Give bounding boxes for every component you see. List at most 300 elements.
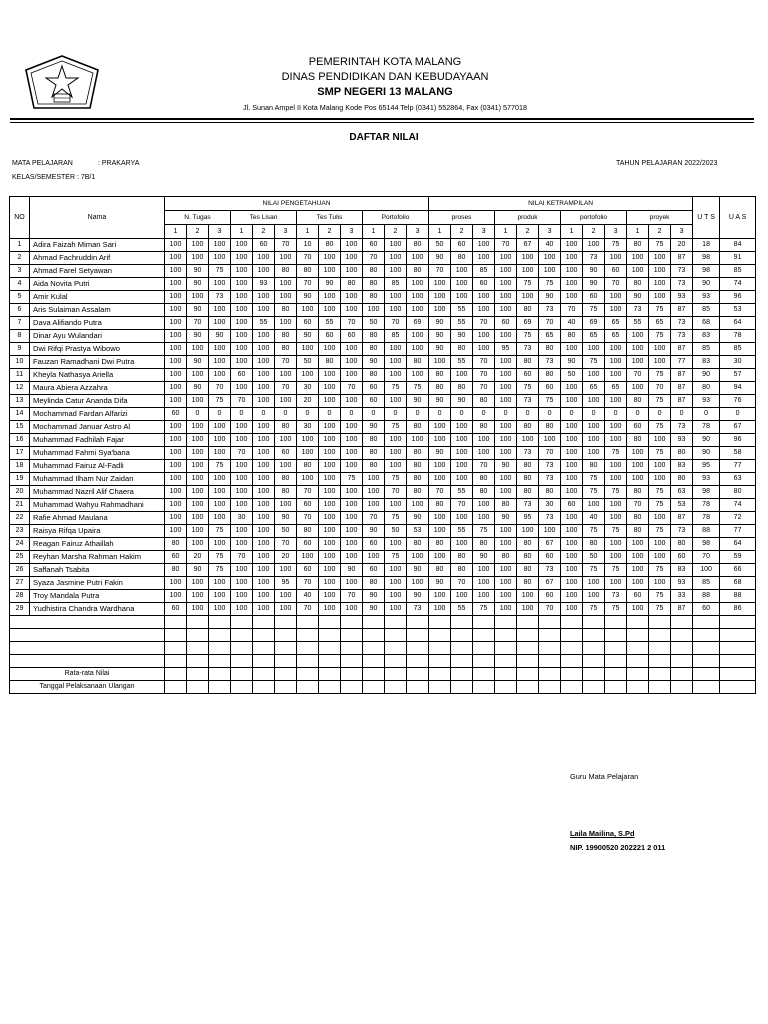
- empty-cell: [561, 642, 583, 655]
- empty-cell: [385, 642, 407, 655]
- empty-cell: [407, 655, 429, 668]
- student-row: [10, 356, 756, 369]
- score-cell: 100: [627, 460, 649, 473]
- score-cell: 80: [297, 460, 319, 473]
- knowledge-subheader: Tes Tulis: [297, 211, 363, 225]
- score-cell: 100: [231, 460, 253, 473]
- score-cell: 85: [385, 330, 407, 343]
- score-cell: 55: [627, 317, 649, 330]
- score-cell: 100: [253, 577, 275, 590]
- student-row: [10, 369, 756, 382]
- empty-cell: [627, 681, 649, 694]
- assessment-number: 2: [187, 225, 209, 239]
- score-cell: 100: [385, 369, 407, 382]
- score-cell: 73: [671, 330, 693, 343]
- student-row: [10, 499, 756, 512]
- score-cell: 70: [473, 369, 495, 382]
- score-cell: 75: [517, 278, 539, 291]
- score-cell: 100: [231, 239, 253, 252]
- uas-score: 53: [720, 304, 756, 317]
- score-cell: 20: [671, 239, 693, 252]
- score-cell: 60: [165, 551, 187, 564]
- score-cell: 0: [605, 408, 627, 421]
- score-cell: 53: [407, 525, 429, 538]
- score-cell: 75: [385, 473, 407, 486]
- score-cell: 100: [451, 369, 473, 382]
- score-cell: 87: [671, 512, 693, 525]
- empty-cell: [429, 655, 451, 668]
- score-cell: 100: [165, 369, 187, 382]
- document-title: DAFTAR NILAI: [349, 132, 419, 143]
- uts-score: 80: [693, 382, 720, 395]
- score-cell: 69: [517, 317, 539, 330]
- score-cell: 80: [473, 395, 495, 408]
- score-cell: 75: [605, 447, 627, 460]
- empty-cell: [671, 616, 693, 629]
- score-cell: 0: [451, 408, 473, 421]
- score-cell: 100: [627, 330, 649, 343]
- score-cell: 73: [671, 317, 693, 330]
- score-cell: 75: [583, 304, 605, 317]
- score-cell: 80: [165, 564, 187, 577]
- score-cell: 60: [451, 239, 473, 252]
- student-number: 25: [10, 551, 30, 564]
- score-cell: 60: [363, 382, 385, 395]
- score-cell: 100: [253, 603, 275, 616]
- score-cell: 100: [605, 551, 627, 564]
- score-cell: 100: [165, 382, 187, 395]
- score-cell: 50: [275, 525, 297, 538]
- uts-score: 88: [693, 590, 720, 603]
- score-cell: 30: [297, 421, 319, 434]
- empty-cell: [187, 668, 209, 681]
- score-cell: 100: [561, 603, 583, 616]
- score-cell: 100: [275, 395, 297, 408]
- assessment-number: 2: [319, 225, 341, 239]
- score-cell: 100: [319, 304, 341, 317]
- score-cell: 100: [341, 538, 363, 551]
- score-cell: 100: [495, 421, 517, 434]
- score-cell: 73: [517, 447, 539, 460]
- empty-cell: [385, 629, 407, 642]
- score-cell: 90: [473, 551, 495, 564]
- score-cell: 60: [539, 590, 561, 603]
- score-cell: 100: [319, 447, 341, 460]
- knowledge-subheader: Portofolio: [363, 211, 429, 225]
- empty-cell: [561, 668, 583, 681]
- score-cell: 100: [341, 356, 363, 369]
- score-cell: 100: [297, 434, 319, 447]
- uas-score: 80: [720, 486, 756, 499]
- score-cell: 60: [583, 291, 605, 304]
- student-name: Muhammad Nazril Alif Chaera: [30, 486, 165, 499]
- uas-score: 86: [720, 603, 756, 616]
- empty-cell: [583, 668, 605, 681]
- score-cell: 67: [539, 577, 561, 590]
- score-cell: 55: [319, 317, 341, 330]
- score-cell: 90: [429, 317, 451, 330]
- score-cell: 100: [517, 252, 539, 265]
- score-cell: 100: [165, 473, 187, 486]
- student-name: Muhammad Fahmi Sya'bana: [30, 447, 165, 460]
- score-cell: 95: [517, 512, 539, 525]
- empty-cell: [363, 668, 385, 681]
- score-cell: 50: [561, 369, 583, 382]
- score-cell: 70: [385, 486, 407, 499]
- score-cell: 75: [407, 382, 429, 395]
- score-cell: 70: [341, 382, 363, 395]
- score-cell: 90: [187, 278, 209, 291]
- score-cell: 100: [165, 447, 187, 460]
- score-cell: 80: [363, 265, 385, 278]
- score-cell: 100: [363, 551, 385, 564]
- score-cell: 73: [517, 395, 539, 408]
- score-cell: 100: [429, 551, 451, 564]
- score-cell: 80: [275, 265, 297, 278]
- score-cell: 50: [583, 551, 605, 564]
- score-cell: 100: [165, 512, 187, 525]
- score-cell: 100: [341, 603, 363, 616]
- score-cell: 53: [671, 499, 693, 512]
- score-cell: 100: [253, 265, 275, 278]
- score-cell: 100: [209, 278, 231, 291]
- score-cell: 60: [297, 317, 319, 330]
- empty-cell: [209, 668, 231, 681]
- score-cell: 60: [627, 421, 649, 434]
- score-cell: 100: [539, 525, 561, 538]
- student-name: Muhammad Fadhilah Fajar: [30, 434, 165, 447]
- score-cell: 100: [583, 421, 605, 434]
- score-cell: 80: [671, 447, 693, 460]
- score-cell: 70: [473, 356, 495, 369]
- score-cell: 80: [495, 551, 517, 564]
- score-cell: 75: [649, 369, 671, 382]
- empty-cell: [209, 616, 231, 629]
- score-cell: 60: [671, 551, 693, 564]
- score-cell: 100: [627, 577, 649, 590]
- score-cell: 75: [385, 421, 407, 434]
- score-cell: 100: [209, 447, 231, 460]
- empty-cell: [187, 642, 209, 655]
- empty-cell: [209, 655, 231, 668]
- score-cell: 100: [253, 499, 275, 512]
- score-cell: 60: [605, 265, 627, 278]
- score-cell: 100: [473, 577, 495, 590]
- score-cell: 73: [605, 590, 627, 603]
- empty-cell: [627, 629, 649, 642]
- assessment-number: 3: [605, 225, 627, 239]
- score-cell: 75: [539, 395, 561, 408]
- score-cell: 100: [319, 252, 341, 265]
- empty-cell: [253, 629, 275, 642]
- score-cell: 100: [253, 291, 275, 304]
- student-name: Reyhan Marsha Rahman Hakim: [30, 551, 165, 564]
- score-cell: 80: [407, 473, 429, 486]
- score-cell: 70: [539, 447, 561, 460]
- score-cell: 60: [297, 564, 319, 577]
- score-cell: 100: [429, 590, 451, 603]
- empty-cell: [429, 642, 451, 655]
- score-cell: 100: [495, 382, 517, 395]
- score-cell: 60: [165, 603, 187, 616]
- score-cell: 75: [649, 525, 671, 538]
- score-cell: 70: [627, 499, 649, 512]
- student-name: Troy Mandala Putra: [30, 590, 165, 603]
- score-cell: 100: [385, 538, 407, 551]
- score-cell: 100: [231, 330, 253, 343]
- empty-cell: [319, 629, 341, 642]
- score-cell: 80: [275, 330, 297, 343]
- uas-score: 59: [720, 551, 756, 564]
- score-cell: 90: [429, 447, 451, 460]
- student-number: 12: [10, 382, 30, 395]
- score-cell: 80: [539, 343, 561, 356]
- score-cell: 100: [165, 252, 187, 265]
- empty-cell: [451, 616, 473, 629]
- score-cell: 100: [187, 343, 209, 356]
- score-cell: 100: [385, 564, 407, 577]
- score-cell: 75: [517, 382, 539, 395]
- score-cell: 100: [319, 434, 341, 447]
- score-cell: 100: [495, 356, 517, 369]
- empty-cell: [671, 642, 693, 655]
- score-cell: 100: [319, 421, 341, 434]
- uts-score: 90: [693, 447, 720, 460]
- score-cell: 100: [231, 564, 253, 577]
- score-cell: 100: [561, 239, 583, 252]
- score-cell: 100: [319, 525, 341, 538]
- student-row: [10, 382, 756, 395]
- score-cell: 80: [539, 421, 561, 434]
- empty-cell: [341, 629, 363, 642]
- score-cell: 100: [209, 369, 231, 382]
- score-cell: 73: [627, 304, 649, 317]
- score-cell: 65: [583, 382, 605, 395]
- score-cell: 100: [583, 239, 605, 252]
- score-cell: 93: [671, 291, 693, 304]
- score-cell: 73: [539, 356, 561, 369]
- assessment-number: 1: [165, 225, 187, 239]
- uts-score: 95: [693, 460, 720, 473]
- empty-cell: [165, 655, 187, 668]
- score-cell: 80: [517, 460, 539, 473]
- score-cell: 70: [363, 512, 385, 525]
- assessment-number: 1: [627, 225, 649, 239]
- score-cell: 100: [583, 434, 605, 447]
- test-date-row: [10, 681, 756, 694]
- score-cell: 100: [275, 291, 297, 304]
- score-cell: 100: [341, 369, 363, 382]
- score-cell: 55: [451, 356, 473, 369]
- score-cell: 90: [429, 330, 451, 343]
- student-row: [10, 278, 756, 291]
- empty-cell: [429, 668, 451, 681]
- score-cell: 63: [671, 486, 693, 499]
- score-cell: 100: [627, 356, 649, 369]
- score-cell: 100: [363, 499, 385, 512]
- score-cell: 80: [583, 460, 605, 473]
- empty-cell: [187, 681, 209, 694]
- student-name: Aida Novita Putri: [30, 278, 165, 291]
- score-cell: 80: [517, 577, 539, 590]
- score-cell: 100: [209, 434, 231, 447]
- score-cell: 100: [253, 525, 275, 538]
- subject-value: : PRAKARYA: [98, 160, 140, 167]
- score-cell: 100: [385, 252, 407, 265]
- student-row: [10, 434, 756, 447]
- uts-score: 70: [693, 551, 720, 564]
- score-cell: 100: [341, 343, 363, 356]
- assessment-number: 2: [649, 225, 671, 239]
- score-cell: 100: [231, 278, 253, 291]
- score-cell: 100: [473, 434, 495, 447]
- score-cell: 90: [187, 330, 209, 343]
- score-cell: 100: [451, 538, 473, 551]
- score-cell: 0: [385, 408, 407, 421]
- empty-cell: [495, 629, 517, 642]
- score-cell: 80: [363, 343, 385, 356]
- score-cell: 100: [253, 473, 275, 486]
- student-name: Mochammad Januar Astro Al: [30, 421, 165, 434]
- score-cell: 90: [363, 356, 385, 369]
- score-cell: 100: [495, 538, 517, 551]
- score-cell: 100: [187, 473, 209, 486]
- student-name: Raisya Rifqa Upaira: [30, 525, 165, 538]
- empty-cell: [495, 642, 517, 655]
- score-cell: 60: [275, 447, 297, 460]
- score-cell: 100: [605, 538, 627, 551]
- score-cell: 100: [187, 460, 209, 473]
- score-cell: 65: [605, 317, 627, 330]
- score-cell: 100: [297, 304, 319, 317]
- empty-cell: [275, 616, 297, 629]
- score-cell: 100: [495, 473, 517, 486]
- student-name: Ahmad Fachruddin Arif: [30, 252, 165, 265]
- score-cell: 65: [583, 330, 605, 343]
- score-cell: 20: [297, 395, 319, 408]
- student-row: [10, 538, 756, 551]
- empty-cell: [231, 642, 253, 655]
- uts-score: 98: [693, 486, 720, 499]
- score-cell: 100: [407, 278, 429, 291]
- score-cell: 60: [363, 395, 385, 408]
- score-cell: 80: [165, 538, 187, 551]
- score-cell: 100: [209, 603, 231, 616]
- score-cell: 80: [363, 330, 385, 343]
- score-cell: 100: [187, 239, 209, 252]
- score-cell: 67: [517, 239, 539, 252]
- score-cell: 75: [605, 603, 627, 616]
- score-cell: 70: [429, 265, 451, 278]
- empty-cell: [275, 681, 297, 694]
- score-cell: 100: [627, 564, 649, 577]
- score-cell: 100: [253, 252, 275, 265]
- score-cell: 100: [605, 421, 627, 434]
- student-row: [10, 330, 756, 343]
- score-cell: 100: [319, 486, 341, 499]
- score-cell: 100: [561, 486, 583, 499]
- score-cell: 80: [407, 538, 429, 551]
- score-cell: 100: [341, 265, 363, 278]
- score-cell: 70: [297, 512, 319, 525]
- score-cell: 100: [561, 577, 583, 590]
- empty-cell: [363, 616, 385, 629]
- score-cell: 100: [297, 447, 319, 460]
- empty-cell: [429, 629, 451, 642]
- score-cell: 80: [627, 525, 649, 538]
- score-cell: 70: [473, 460, 495, 473]
- score-cell: 100: [385, 460, 407, 473]
- score-cell: 100: [341, 291, 363, 304]
- score-cell: 65: [649, 317, 671, 330]
- student-name: Rafie Ahmad Maulana: [30, 512, 165, 525]
- score-cell: 70: [451, 499, 473, 512]
- score-cell: 100: [187, 434, 209, 447]
- score-cell: 90: [583, 265, 605, 278]
- empty-cell: [561, 655, 583, 668]
- score-cell: 80: [407, 460, 429, 473]
- score-cell: 69: [407, 317, 429, 330]
- student-row: [10, 239, 756, 252]
- score-cell: 100: [385, 239, 407, 252]
- score-cell: 0: [187, 408, 209, 421]
- score-cell: 100: [605, 577, 627, 590]
- score-cell: 100: [231, 434, 253, 447]
- score-cell: 100: [209, 252, 231, 265]
- empty-cell: [385, 681, 407, 694]
- score-cell: 100: [495, 590, 517, 603]
- uts-score: 90: [693, 278, 720, 291]
- score-cell: 100: [319, 473, 341, 486]
- student-number: 1: [10, 239, 30, 252]
- score-cell: 100: [561, 447, 583, 460]
- score-cell: 80: [363, 278, 385, 291]
- score-cell: 100: [473, 252, 495, 265]
- empty-cell: [583, 629, 605, 642]
- score-cell: 80: [363, 291, 385, 304]
- empty-cell: [209, 629, 231, 642]
- empty-cell: [473, 642, 495, 655]
- score-cell: 100: [495, 486, 517, 499]
- score-cell: 100: [275, 499, 297, 512]
- score-cell: 100: [605, 356, 627, 369]
- score-cell: 100: [231, 265, 253, 278]
- score-cell: 40: [297, 590, 319, 603]
- knowledge-subheader: Tes Lisan: [231, 211, 297, 225]
- score-cell: 100: [561, 278, 583, 291]
- score-cell: 100: [209, 356, 231, 369]
- score-cell: 100: [341, 512, 363, 525]
- test-date-label: Tanggal Pelaksanaan Ulangan: [10, 681, 165, 694]
- score-cell: 80: [517, 486, 539, 499]
- empty-cell: [341, 668, 363, 681]
- score-cell: 100: [627, 538, 649, 551]
- score-cell: 80: [407, 265, 429, 278]
- score-cell: 100: [429, 278, 451, 291]
- score-cell: 70: [275, 356, 297, 369]
- score-cell: 90: [429, 577, 451, 590]
- score-cell: 40: [561, 317, 583, 330]
- score-cell: 0: [209, 408, 231, 421]
- score-cell: 100: [495, 252, 517, 265]
- score-cell: 80: [407, 239, 429, 252]
- empty-cell: [495, 681, 517, 694]
- city-emblem-logo: [24, 54, 100, 110]
- empty-cell: [407, 629, 429, 642]
- assessment-number: 1: [429, 225, 451, 239]
- empty-cell: [187, 616, 209, 629]
- uas-score: 77: [720, 525, 756, 538]
